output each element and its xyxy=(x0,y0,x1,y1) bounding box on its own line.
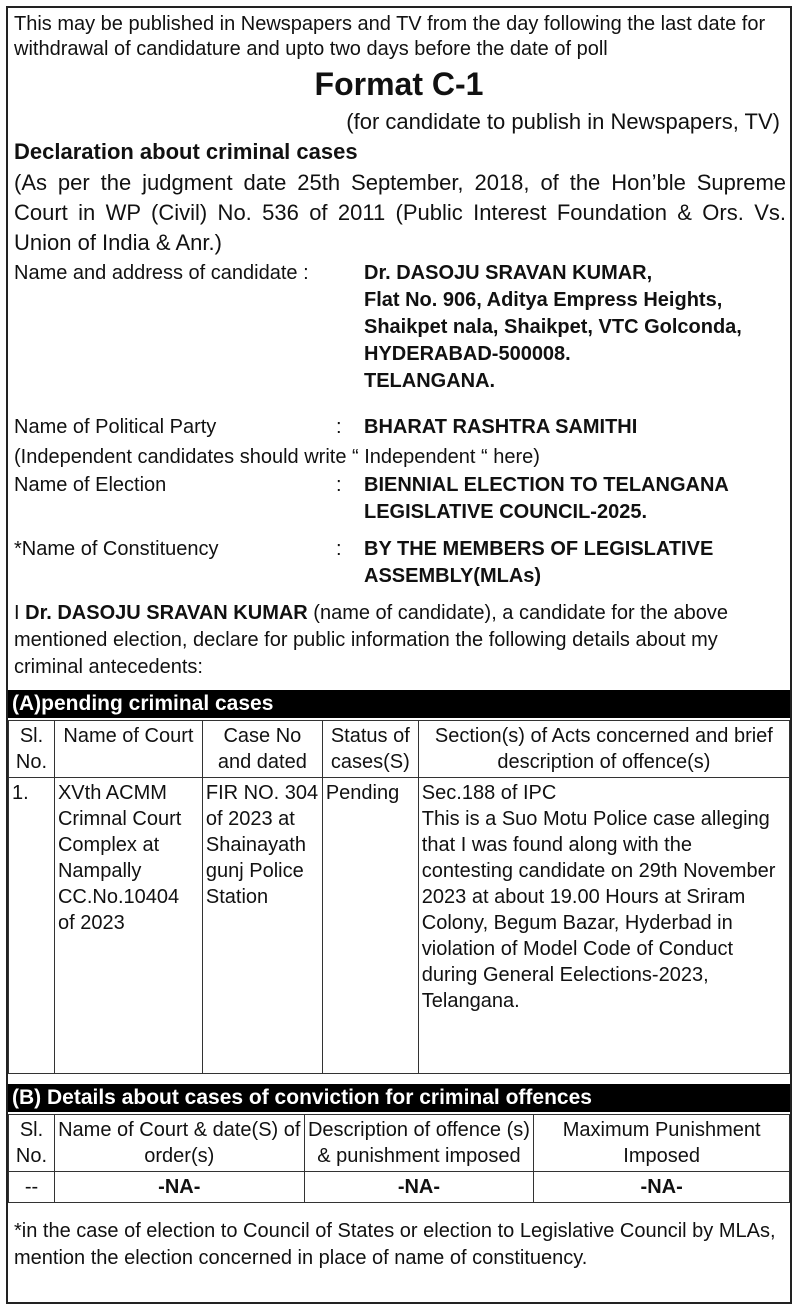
header-court-order: Name of Court & date(S) of order(s) xyxy=(54,1115,304,1172)
declaration-name: Dr. DASOJU SRAVAN KUMAR xyxy=(25,602,308,624)
address-line: TELANGANA. xyxy=(364,370,496,392)
offence-description: This is a Suo Motu Police case alleging that I was found along with the contesting candidate on 29th November 2023 at about 19.00 Hours at Sriram Colony, Begum Bazar, Hyderbad in violation of Model Code of Conduct during General Eelections-2023, Telangana. xyxy=(421,808,776,1012)
cell-offence: -NA- xyxy=(304,1172,534,1203)
header-max-punishment: Maximum Punishment Imposed xyxy=(534,1115,790,1172)
address-line: Flat No. 906, Aditya Empress Heights, xyxy=(364,289,723,311)
cell-sl: -- xyxy=(9,1172,55,1203)
candidate-name-address xyxy=(364,260,784,395)
election-row xyxy=(14,472,786,528)
header-sl: Sl. No. xyxy=(9,1115,55,1172)
cell-court-order: -NA- xyxy=(54,1172,304,1203)
header-case: Case No and dated xyxy=(202,721,322,778)
pending-cases-table xyxy=(8,720,790,1074)
name-label: Name and address of candidate : xyxy=(14,262,309,284)
cell-case: FIR NO. 304 of 2023 at Shainayath gunj Police Station xyxy=(202,778,322,1074)
declaration-prefix: I xyxy=(14,602,26,624)
notice-frame xyxy=(6,6,792,1304)
cell-court: XVth ACMM Crimnal Court Complex at Nampally CC.No.10404 of 2023 xyxy=(54,778,202,1074)
party-row xyxy=(14,414,786,442)
declaration-heading: Declaration about criminal cases xyxy=(14,139,358,164)
table-header-row xyxy=(9,721,790,778)
cell-sl: 1. xyxy=(9,778,55,1074)
colon: : xyxy=(336,416,342,438)
section-acts: Sec.188 of IPC xyxy=(421,782,557,804)
publication-note: This may be published in Newspapers and TV from the day following the last date for withdrawal of candidature and upto two days before the date of poll xyxy=(14,13,766,60)
format-title: Format C-1 xyxy=(314,66,484,102)
election-line: LEGISLATIVE COUNCIL-2025. xyxy=(364,501,648,523)
section-b-title: (B) Details about cases of conviction for criminal offences xyxy=(8,1084,790,1112)
table-header-row xyxy=(9,1115,790,1172)
table-row xyxy=(9,1172,790,1203)
party-value: BHARAT RASHTRA SAMITHI xyxy=(364,416,638,438)
header-sl: Sl. No. xyxy=(9,721,55,778)
format-subtitle: (for candidate to publish in Newspapers, TV) xyxy=(346,109,780,134)
judgment-reference: (As per the judgment date 25th September, 2018, of the Hon’ble Supreme Court in WP (Civil) No. 536 of 2011 (Public Interest Foundation & Ors. Vs. Union of India & Anr.) xyxy=(14,170,786,255)
candidate-name-row xyxy=(14,260,786,400)
constituency-value xyxy=(364,536,784,590)
constituency-line: ASSEMBLY(MLAs) xyxy=(364,565,542,587)
colon: : xyxy=(336,474,342,496)
footnote: *in the case of election to Council of States or election to Legislative Council by MLAs, mention the election concerned in place of name of constituency. xyxy=(14,1220,776,1269)
independent-note: (Independent candidates should write “ Independent “ here) xyxy=(14,446,540,468)
cell-punishment: -NA- xyxy=(534,1172,790,1203)
header-offence-punishment: Description of offence (s) & punishment imposed xyxy=(304,1115,534,1172)
header-status: Status of cases(S) xyxy=(322,721,418,778)
party-label: Name of Political Party xyxy=(14,416,217,438)
header-court: Name of Court xyxy=(54,721,202,778)
address-line: HYDERABAD-500008. xyxy=(364,343,571,365)
cell-section xyxy=(418,778,789,1074)
cell-status: Pending xyxy=(322,778,418,1074)
address-line: Shaikpet nala, Shaikpet, VTC Golconda, xyxy=(364,316,742,338)
declaration-rest: (name of candidate), a candidate for the above mentioned election, declare for public information the following details about my criminal antecedents: xyxy=(14,602,729,678)
constituency-label: *Name of Constituency xyxy=(14,538,219,560)
section-a-title: (A)pending criminal cases xyxy=(8,690,790,718)
candidate-name: Dr. DASOJU SRAVAN KUMAR, xyxy=(364,262,653,284)
header-section: Section(s) of Acts concerned and brief description of offence(s) xyxy=(418,721,789,778)
colon: : xyxy=(336,538,342,560)
constituency-line: BY THE MEMBERS OF LEGISLATIVE xyxy=(364,538,714,560)
election-line: BIENNIAL ELECTION TO TELANGANA xyxy=(364,474,729,496)
election-value xyxy=(364,472,784,526)
election-label: Name of Election xyxy=(14,474,167,496)
conviction-table xyxy=(8,1114,790,1203)
constituency-row xyxy=(14,536,786,592)
declaration-text xyxy=(14,600,786,681)
table-row xyxy=(9,778,790,1074)
